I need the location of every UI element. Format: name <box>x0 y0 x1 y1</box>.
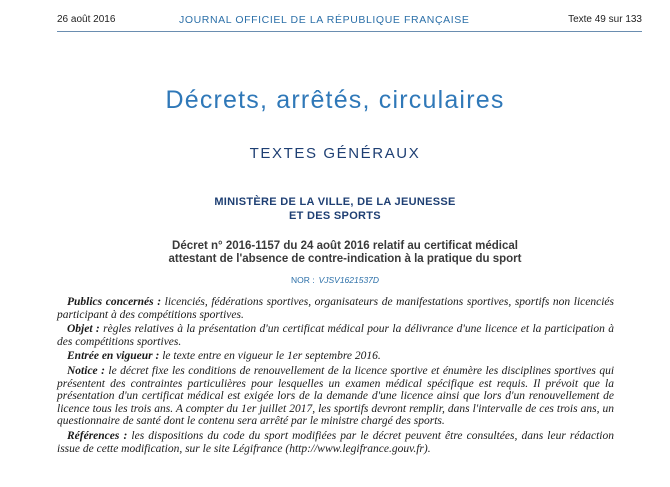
journal-header <box>57 12 642 28</box>
paragraph-notice <box>57 365 614 428</box>
paragraph-entree <box>57 350 614 363</box>
nor-id: VJSV1621537D <box>318 275 380 285</box>
decree-summary <box>57 296 614 457</box>
paragraph-text: licenciés, fédérations sportives, organisateurs de manifestations sportives, sportifs non licenciés participant à des compétitions sportives. <box>57 296 614 321</box>
decree-line-1: Décret n° 2016-1157 du 24 août 2016 relatif au certificat médical <box>172 240 518 252</box>
paragraph-objet <box>57 323 614 348</box>
nor-label: NOR : <box>290 275 315 285</box>
text-counter: Texte 49 sur 133 <box>568 14 642 25</box>
paragraph-text: le décret fixe les conditions de renouvellement de la licence sportive et énumère les disciplines sportives qui présentent des contraintes particulières pour lesquelles un examen médical spécifique est requis. Il prévoit que la présentation d'un certificat médical est exigée lors de la demande d'une licence ainsi que lors d'un renouvellement de licence tous les trois ans. A compter du 1er juillet 2017, les sportifs devront remplir, dans l'intervalle de ces trois ans, un questionnaire de santé dont le contenu sera arrêté par le ministre chargé des sports. <box>57 364 615 428</box>
paragraph-lead: Objet : <box>67 323 100 336</box>
ministry-heading <box>0 196 670 223</box>
journal-title: JOURNAL OFFICIEL DE LA RÉPUBLIQUE FRANÇAISE <box>179 14 470 26</box>
ministry-line-1: MINISTÈRE DE LA VILLE, DE LA JEUNESSE <box>214 196 456 208</box>
paragraph-lead: Entrée en vigueur : <box>67 350 160 363</box>
decree-line-2: attestant de l'absence de contre-indication à la pratique du sport <box>168 253 522 265</box>
paragraph-lead: Références : <box>67 429 128 442</box>
paragraph-lead: Publics concernés : <box>67 296 162 308</box>
paragraph-references <box>57 430 614 455</box>
paragraph-publics <box>57 296 614 321</box>
paragraph-text: le texte entre en vigueur le 1er septembre 2016. <box>159 350 381 363</box>
paragraph-lead: Notice : <box>67 364 105 377</box>
section-title: Décrets, arrêtés, circulaires <box>165 86 505 114</box>
paragraph-text: les dispositions du code du sport modifiées par le décret peuvent être consultées, dans leur rédaction issue de cette modification, sur le site Légifrance (http://www.legifrance.gouv.fr). <box>57 429 614 455</box>
nor-reference <box>0 275 670 285</box>
sub-title: TEXTES GÉNÉRAUX <box>249 145 421 162</box>
ministry-line-2: ET DES SPORTS <box>289 209 381 222</box>
paragraph-text: règles relatives à la présentation d'un certificat médical pour la délivrance d'une licence et la participation à des compétitions sportives. <box>57 323 614 348</box>
header-divider <box>57 31 642 32</box>
publication-date: 26 août 2016 <box>57 14 116 25</box>
decree-title <box>80 240 610 266</box>
